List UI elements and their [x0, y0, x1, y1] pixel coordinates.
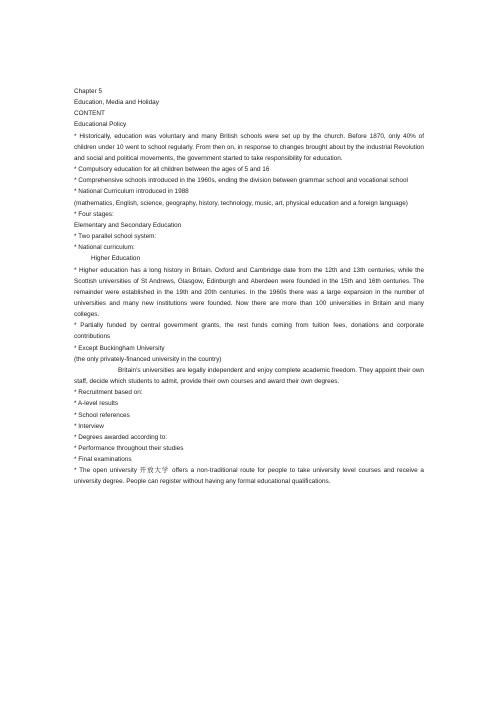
national-curriculum-line-2: * National curriculum:: [74, 244, 135, 252]
document-page: [74, 86, 424, 488]
content-label: CONTENT: [74, 110, 105, 118]
school-references-line: * School references: [74, 411, 130, 419]
performance-line: * Performance throughout their studies: [74, 445, 184, 452]
two-parallel-line: * Two parallel school system:: [74, 233, 157, 241]
history-paragraph: * Historically, education was voluntary and many British schools were set up by the church. Before 1870, only 40% of children under 10 went to school regularly. From then on, in response to changes brought about by the industrial Revolution and social and political movements, the government started to take responsibility for education.: [74, 132, 424, 162]
subjects-paragraph: (mathematics, English, science, geography, history, technology, music, art, physical education and a foreign language): [74, 199, 408, 207]
four-stages-line: * Four stages:: [74, 210, 114, 218]
independence-paragraph: Britain's universities are legally independent and enjoy complete academic freedom. They appoint their own staff, decide which students to admit, provide their own courses and award their own degrees.: [74, 366, 424, 386]
final-exams-line: * Final examinations: [74, 456, 132, 464]
chapter-heading: Chapter 5: [74, 88, 103, 95]
higher-education-paragraph: * Higher education has a long history in Britain. Oxford and Cambridge date from the 12th and 13th centuries, while the Scottish universities of St Andrews, Glasgow, Edinburgh and Aberdeen were founded in the 15th and 16th centuries. The remainder were established in the 19th and 20th centuries. In the 1960s there was a large expansion in the number of universities and many new institutions were founded. Now there are more than 100 universities in Britain and many colleges.: [74, 266, 424, 319]
recruitment-line: * Recruitment based on:: [74, 389, 143, 397]
higher-education-heading: Higher Education: [91, 255, 141, 263]
funding-paragraph: * Partially funded by central government grants, the rest funds coming from tuition fees, donations and corporate contributions: [74, 322, 424, 341]
chapter-subtitle: Education, Media and Holiday: [74, 99, 159, 107]
degrees-line: * Degrees awarded according to:: [74, 433, 168, 441]
open-university-paragraph: * The open university 开放大学 offers a non-traditional route for people to take university level courses and receive a university degree. People can register without having any formal educational qualifications.: [74, 467, 424, 486]
compulsory-line: * Compulsory education for all children between the ages of 5 and 16: [74, 166, 270, 174]
section-title: Educational Policy: [74, 121, 127, 129]
alevel-line: * A-level results: [74, 400, 119, 408]
buckingham-line: * Except Buckingham University: [74, 344, 165, 352]
comprehensive-paragraph: * Comprehensive schools introduced in the 1960s, ending the division between grammar school and vocational school: [74, 177, 408, 185]
interview-line: * Interview: [74, 422, 104, 430]
private-university-line: (the only privately-financed university in the country): [74, 355, 222, 363]
national-curriculum-line: * National Curriculum introduced in 1988: [74, 188, 189, 196]
elementary-heading: Elementary and Secondary Education: [74, 221, 182, 229]
